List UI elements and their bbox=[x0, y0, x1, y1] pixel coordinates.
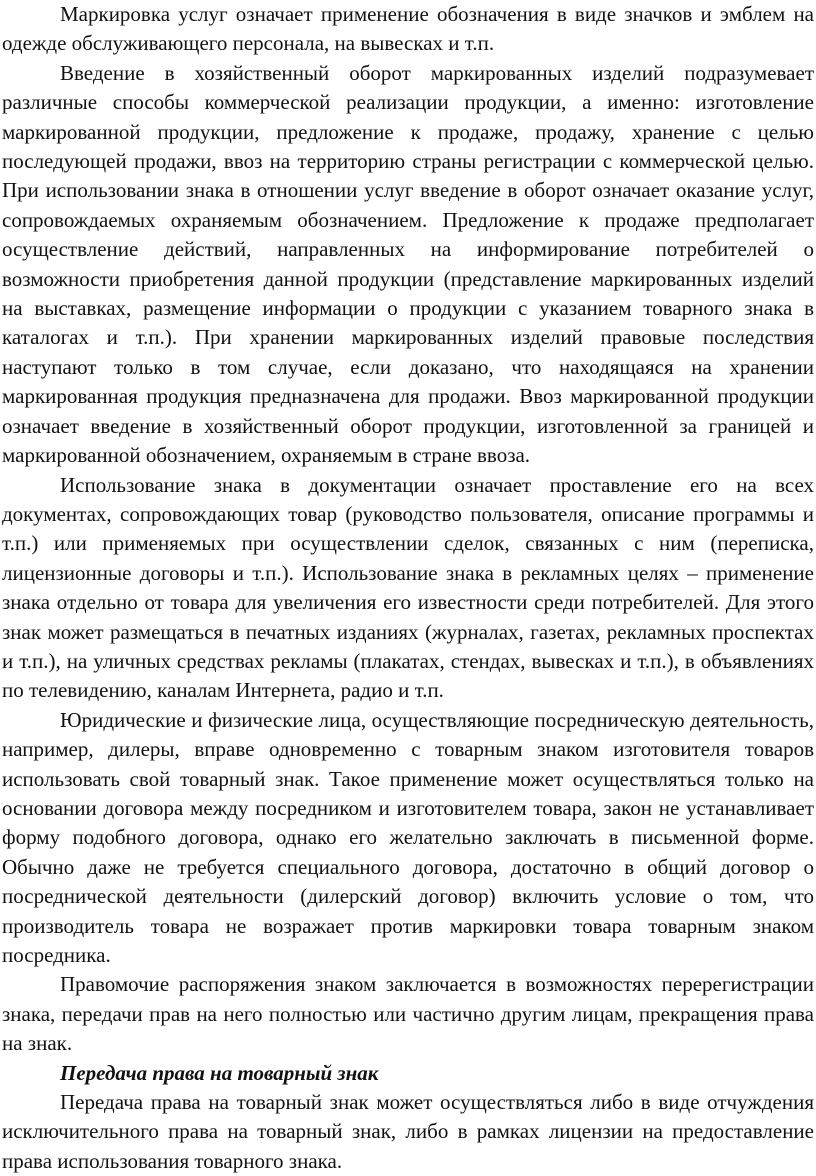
paragraph-transfer-rights: Передача права на товарный знак может осуществляться либо в виде отчуждения исключительного права на товарный знак, либо в рамках лицензии на предоставление права использования товарного знака. bbox=[2, 1090, 814, 1173]
paragraph-intermediaries: Юридические и физические лица, осуществляющие посредническую деятельность, например, дилеры, вправе одновременно с товарным знаком изготовителя товаров использовать свой товарный знак. Такое применение может осуществляться только на основании договора между посредником и изготовителем товара, закон не устанавливает форму подобного договора, однако его желательно заключать в письменной форме. Обычно даже не требуется специального договора, достаточно в общий договор о посреднической деятельности (дилерский договор) включить условие о том, что производитель товара не возражает против маркировки товара товарным знаком посредника. bbox=[2, 707, 814, 967]
paragraph-economic-circulation: Введение в хозяйственный оборот маркированных изделий подразумевает различные способы коммерческой реализации продукции, а именно: изготовление маркированной продукции, предложение к продаже, продажу, хранение с целью последующей продажи, ввоз на территорию страны регистрации с коммерческой целью. При использовании знака в отношении услуг введение в оборот означает оказание услуг, сопровождаемых охраняемым обозначением. Предложение к продаже предполагает осуществление действий, направленных на информирование потребителей о возможности приобретения данной продукции (представление маркированных изделий на выставках, размещение информации о продукции с указанием товарного знака в каталогах и т.п.). При хранении маркированных изделий правовые последствия наступают только в том случае, если доказано, что находящаяся на хранении маркированная продукция предназначена для продажи. Ввоз маркированной продукции означает введение в хозяйственный оборот продукции, изготовленной за границей и маркированной обозначением, охраняемым в стране ввоза. bbox=[2, 60, 814, 468]
paragraph-disposal-rights: Правомочие распоряжения знаком заключается в возможностях перерегистрации знака, передачи прав на него полностью или частично другим лицам, прекращения права на знак. bbox=[2, 972, 814, 1056]
section-heading: Передача права на товарный знак bbox=[60, 1060, 379, 1085]
paragraph-documentation-advertising: Использование знака в документации означает проставление его на всех документах, сопровождающих товар (руководство пользователя, описание программы и т.п.) или применяемых при осуществлении сделок, связанных с ним (переписка, лицензионные договоры и т.п.). Использование знака в рекламных целях – применение знака отдельно от товара для увеличения его известности среди потребителей. Для этого знак может размещаться в печатных изданиях (журналах, газетах, рекламных проспектах и т.п.), на уличных средствах рекламы (плакатах, стендах, вывесках и т.п.), в объявлениях по телевидению, каналам Интернета, радио и т.п. bbox=[2, 472, 814, 703]
paragraph-service-marking: Маркировка услуг означает применение обозначения в виде значков и эмблем на одежде обслуживающего персонала, на вывесках и т.п. bbox=[2, 2, 814, 56]
